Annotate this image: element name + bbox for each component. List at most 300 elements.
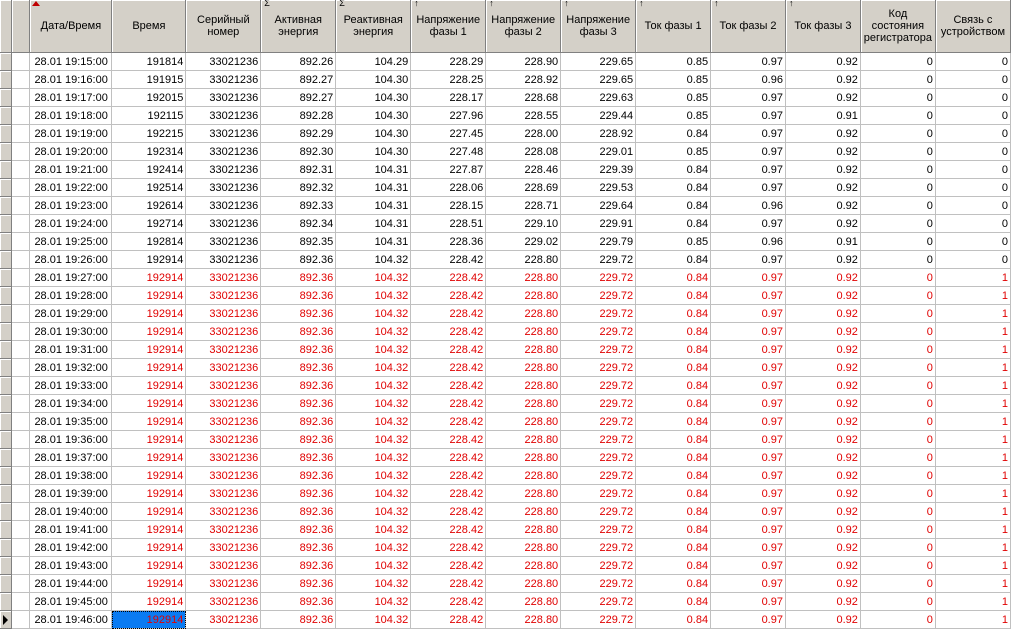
cell-voltage-phase-1[interactable]: 228.15 xyxy=(411,197,486,215)
cell-active-energy[interactable]: 892.36 xyxy=(261,323,336,341)
cell-voltage-phase-2[interactable]: 228.80 xyxy=(486,305,561,323)
cell-current-phase-1[interactable]: 0.84 xyxy=(636,215,711,233)
table-row[interactable] xyxy=(0,179,1011,197)
cell-time[interactable]: 192914 xyxy=(112,521,186,539)
cell-voltage-phase-1[interactable]: 228.42 xyxy=(411,467,486,485)
cell-time[interactable]: 192814 xyxy=(112,233,186,251)
cell-datetime[interactable]: 28.01 19:19:00 xyxy=(30,125,112,143)
cell-reactive-energy[interactable]: 104.30 xyxy=(336,143,411,161)
cell-device-link[interactable]: 1 xyxy=(935,413,1010,431)
cell-voltage-phase-3[interactable]: 229.72 xyxy=(561,251,636,269)
cell-current-phase-2[interactable]: 0.97 xyxy=(711,503,786,521)
table-row[interactable] xyxy=(0,341,1011,359)
cell-time[interactable]: 192914 xyxy=(112,395,186,413)
row-indicator[interactable] xyxy=(0,179,12,197)
cell-voltage-phase-3[interactable]: 229.72 xyxy=(561,341,636,359)
cell-device-link[interactable]: 0 xyxy=(935,89,1010,107)
cell-reactive-energy[interactable]: 104.31 xyxy=(336,215,411,233)
cell-active-energy[interactable]: 892.28 xyxy=(261,107,336,125)
cell-voltage-phase-3[interactable]: 229.72 xyxy=(561,521,636,539)
table-row[interactable] xyxy=(0,503,1011,521)
cell-time[interactable]: 192914 xyxy=(112,269,186,287)
row-indicator[interactable] xyxy=(0,305,12,323)
cell-reactive-energy[interactable]: 104.32 xyxy=(336,251,411,269)
cell-current-phase-2[interactable]: 0.96 xyxy=(711,71,786,89)
cell-current-phase-3[interactable]: 0.92 xyxy=(785,557,860,575)
cell-serial-number[interactable]: 33021236 xyxy=(186,467,261,485)
cell-current-phase-2[interactable]: 0.97 xyxy=(711,305,786,323)
cell-time[interactable]: 192914 xyxy=(112,593,186,611)
cell-reactive-energy[interactable]: 104.30 xyxy=(336,89,411,107)
cell-serial-number[interactable]: 33021236 xyxy=(186,107,261,125)
cell-serial-number[interactable]: 33021236 xyxy=(186,359,261,377)
table-row[interactable] xyxy=(0,521,1011,539)
table-row[interactable] xyxy=(0,359,1011,377)
cell-reactive-energy[interactable]: 104.32 xyxy=(336,269,411,287)
cell-serial-number[interactable]: 33021236 xyxy=(186,251,261,269)
cell-reactive-energy[interactable]: 104.32 xyxy=(336,575,411,593)
cell-voltage-phase-1[interactable]: 228.42 xyxy=(411,431,486,449)
row-indicator[interactable] xyxy=(0,71,12,89)
cell-voltage-phase-1[interactable]: 228.42 xyxy=(411,521,486,539)
cell-voltage-phase-1[interactable]: 227.48 xyxy=(411,143,486,161)
cell-serial-number[interactable]: 33021236 xyxy=(186,611,261,629)
cell-current-phase-2[interactable]: 0.97 xyxy=(711,215,786,233)
cell-reactive-energy[interactable]: 104.31 xyxy=(336,179,411,197)
cell-voltage-phase-1[interactable]: 228.25 xyxy=(411,71,486,89)
cell-current-phase-1[interactable]: 0.84 xyxy=(636,521,711,539)
cell-current-phase-1[interactable]: 0.84 xyxy=(636,449,711,467)
cell-current-phase-1[interactable]: 0.84 xyxy=(636,305,711,323)
cell-serial-number[interactable]: 33021236 xyxy=(186,125,261,143)
cell-current-phase-3[interactable]: 0.92 xyxy=(785,395,860,413)
cell-serial-number[interactable]: 33021236 xyxy=(186,269,261,287)
cell-datetime[interactable]: 28.01 19:41:00 xyxy=(30,521,112,539)
cell-reactive-energy[interactable]: 104.31 xyxy=(336,161,411,179)
cell-active-energy[interactable]: 892.36 xyxy=(261,593,336,611)
cell-current-phase-3[interactable]: 0.92 xyxy=(785,323,860,341)
col-header-active-energy[interactable] xyxy=(261,0,336,53)
cell-serial-number[interactable]: 33021236 xyxy=(186,341,261,359)
cell-voltage-phase-2[interactable]: 228.80 xyxy=(486,521,561,539)
cell-time[interactable]: 192914 xyxy=(112,611,186,629)
row-indicator[interactable] xyxy=(0,161,12,179)
cell-voltage-phase-3[interactable]: 229.72 xyxy=(561,503,636,521)
cell-device-link[interactable]: 0 xyxy=(935,107,1010,125)
cell-serial-number[interactable]: 33021236 xyxy=(186,323,261,341)
cell-current-phase-1[interactable]: 0.85 xyxy=(636,107,711,125)
cell-status-code[interactable]: 0 xyxy=(860,323,935,341)
cell-status-code[interactable]: 0 xyxy=(860,431,935,449)
cell-voltage-phase-2[interactable]: 228.90 xyxy=(486,53,561,71)
cell-status-code[interactable]: 0 xyxy=(860,593,935,611)
cell-voltage-phase-3[interactable]: 229.72 xyxy=(561,593,636,611)
table-row[interactable] xyxy=(0,125,1011,143)
cell-status-code[interactable]: 0 xyxy=(860,485,935,503)
col-header-voltage-phase-2[interactable] xyxy=(486,0,561,53)
cell-current-phase-3[interactable]: 0.92 xyxy=(785,503,860,521)
cell-status-code[interactable]: 0 xyxy=(860,575,935,593)
table-row[interactable] xyxy=(0,377,1011,395)
table-row[interactable] xyxy=(0,53,1011,71)
cell-voltage-phase-3[interactable]: 229.72 xyxy=(561,467,636,485)
row-indicator[interactable] xyxy=(0,341,12,359)
cell-active-energy[interactable]: 892.36 xyxy=(261,575,336,593)
cell-status-code[interactable]: 0 xyxy=(860,413,935,431)
cell-reactive-energy[interactable]: 104.32 xyxy=(336,593,411,611)
col-header-voltage-phase-1[interactable] xyxy=(411,0,486,53)
table-row[interactable] xyxy=(0,287,1011,305)
cell-time[interactable]: 192914 xyxy=(112,431,186,449)
row-indicator[interactable] xyxy=(0,53,12,71)
cell-serial-number[interactable]: 33021236 xyxy=(186,53,261,71)
cell-voltage-phase-2[interactable]: 229.02 xyxy=(486,233,561,251)
col-header-status-code[interactable] xyxy=(860,0,935,53)
cell-voltage-phase-1[interactable]: 227.87 xyxy=(411,161,486,179)
cell-serial-number[interactable]: 33021236 xyxy=(186,287,261,305)
cell-serial-number[interactable]: 33021236 xyxy=(186,143,261,161)
cell-status-code[interactable]: 0 xyxy=(860,359,935,377)
cell-current-phase-1[interactable]: 0.84 xyxy=(636,485,711,503)
cell-voltage-phase-2[interactable]: 228.00 xyxy=(486,125,561,143)
table-row[interactable] xyxy=(0,395,1011,413)
cell-voltage-phase-3[interactable]: 229.72 xyxy=(561,449,636,467)
cell-device-link[interactable]: 0 xyxy=(935,197,1010,215)
cell-time[interactable]: 192514 xyxy=(112,179,186,197)
cell-current-phase-3[interactable]: 0.92 xyxy=(785,89,860,107)
cell-voltage-phase-2[interactable]: 228.80 xyxy=(486,593,561,611)
cell-voltage-phase-1[interactable]: 228.17 xyxy=(411,89,486,107)
table-row[interactable] xyxy=(0,413,1011,431)
cell-voltage-phase-3[interactable]: 229.65 xyxy=(561,53,636,71)
cell-serial-number[interactable]: 33021236 xyxy=(186,161,261,179)
cell-datetime[interactable]: 28.01 19:43:00 xyxy=(30,557,112,575)
cell-time[interactable]: 192914 xyxy=(112,539,186,557)
cell-serial-number[interactable]: 33021236 xyxy=(186,503,261,521)
cell-current-phase-2[interactable]: 0.97 xyxy=(711,143,786,161)
cell-current-phase-3[interactable]: 0.92 xyxy=(785,197,860,215)
cell-voltage-phase-1[interactable]: 228.42 xyxy=(411,485,486,503)
cell-time[interactable]: 192914 xyxy=(112,359,186,377)
cell-current-phase-3[interactable]: 0.92 xyxy=(785,593,860,611)
cell-status-code[interactable]: 0 xyxy=(860,125,935,143)
table-row[interactable] xyxy=(0,305,1011,323)
cell-serial-number[interactable]: 33021236 xyxy=(186,395,261,413)
cell-status-code[interactable]: 0 xyxy=(860,251,935,269)
cell-voltage-phase-2[interactable]: 228.80 xyxy=(486,341,561,359)
cell-device-link[interactable]: 1 xyxy=(935,449,1010,467)
cell-datetime[interactable]: 28.01 19:23:00 xyxy=(30,197,112,215)
cell-datetime[interactable]: 28.01 19:20:00 xyxy=(30,143,112,161)
table-row[interactable] xyxy=(0,449,1011,467)
cell-voltage-phase-3[interactable]: 229.53 xyxy=(561,179,636,197)
cell-current-phase-2[interactable]: 0.97 xyxy=(711,179,786,197)
cell-datetime[interactable]: 28.01 19:34:00 xyxy=(30,395,112,413)
row-indicator[interactable] xyxy=(0,233,12,251)
cell-current-phase-1[interactable]: 0.84 xyxy=(636,287,711,305)
cell-voltage-phase-1[interactable]: 228.42 xyxy=(411,359,486,377)
col-header-current-phase-3[interactable] xyxy=(785,0,860,53)
cell-current-phase-2[interactable]: 0.97 xyxy=(711,413,786,431)
table-row[interactable] xyxy=(0,143,1011,161)
cell-active-energy[interactable]: 892.36 xyxy=(261,611,336,629)
cell-device-link[interactable]: 0 xyxy=(935,233,1010,251)
cell-voltage-phase-3[interactable]: 229.72 xyxy=(561,431,636,449)
row-indicator[interactable] xyxy=(0,143,12,161)
row-indicator[interactable] xyxy=(0,395,12,413)
cell-device-link[interactable]: 0 xyxy=(935,179,1010,197)
cell-serial-number[interactable]: 33021236 xyxy=(186,431,261,449)
cell-reactive-energy[interactable]: 104.32 xyxy=(336,359,411,377)
cell-active-energy[interactable]: 892.36 xyxy=(261,485,336,503)
cell-time[interactable]: 192314 xyxy=(112,143,186,161)
cell-time[interactable]: 191814 xyxy=(112,53,186,71)
cell-current-phase-2[interactable]: 0.97 xyxy=(711,449,786,467)
cell-datetime[interactable]: 28.01 19:32:00 xyxy=(30,359,112,377)
cell-serial-number[interactable]: 33021236 xyxy=(186,197,261,215)
table-row[interactable] xyxy=(0,269,1011,287)
cell-current-phase-1[interactable]: 0.84 xyxy=(636,611,711,629)
cell-time[interactable]: 192914 xyxy=(112,251,186,269)
cell-current-phase-2[interactable]: 0.97 xyxy=(711,287,786,305)
cell-serial-number[interactable]: 33021236 xyxy=(186,557,261,575)
cell-voltage-phase-2[interactable]: 228.69 xyxy=(486,179,561,197)
row-indicator[interactable] xyxy=(0,89,12,107)
cell-current-phase-3[interactable]: 0.92 xyxy=(785,413,860,431)
col-header-voltage-phase-3[interactable] xyxy=(561,0,636,53)
cell-serial-number[interactable]: 33021236 xyxy=(186,377,261,395)
cell-device-link[interactable]: 0 xyxy=(935,161,1010,179)
cell-device-link[interactable]: 1 xyxy=(935,593,1010,611)
cell-voltage-phase-2[interactable]: 228.80 xyxy=(486,575,561,593)
cell-status-code[interactable]: 0 xyxy=(860,269,935,287)
cell-reactive-energy[interactable]: 104.32 xyxy=(336,287,411,305)
table-row[interactable] xyxy=(0,575,1011,593)
cell-active-energy[interactable]: 892.36 xyxy=(261,395,336,413)
cell-current-phase-1[interactable]: 0.84 xyxy=(636,395,711,413)
table-row[interactable] xyxy=(0,251,1011,269)
row-indicator[interactable] xyxy=(0,521,12,539)
cell-voltage-phase-1[interactable]: 228.42 xyxy=(411,305,486,323)
cell-device-link[interactable]: 1 xyxy=(935,287,1010,305)
row-indicator[interactable] xyxy=(0,557,12,575)
cell-voltage-phase-1[interactable]: 228.51 xyxy=(411,215,486,233)
cell-current-phase-3[interactable]: 0.91 xyxy=(785,233,860,251)
row-indicator[interactable] xyxy=(0,359,12,377)
cell-voltage-phase-3[interactable]: 229.72 xyxy=(561,305,636,323)
cell-datetime[interactable]: 28.01 19:17:00 xyxy=(30,89,112,107)
cell-voltage-phase-3[interactable]: 229.72 xyxy=(561,359,636,377)
row-indicator[interactable] xyxy=(0,485,12,503)
cell-current-phase-2[interactable]: 0.97 xyxy=(711,539,786,557)
cell-datetime[interactable]: 28.01 19:36:00 xyxy=(30,431,112,449)
cell-device-link[interactable]: 0 xyxy=(935,71,1010,89)
cell-status-code[interactable]: 0 xyxy=(860,215,935,233)
cell-voltage-phase-3[interactable]: 229.72 xyxy=(561,575,636,593)
cell-reactive-energy[interactable]: 104.32 xyxy=(336,611,411,629)
cell-voltage-phase-2[interactable]: 228.80 xyxy=(486,431,561,449)
cell-active-energy[interactable]: 892.35 xyxy=(261,233,336,251)
row-indicator[interactable] xyxy=(0,449,12,467)
cell-time[interactable]: 192414 xyxy=(112,161,186,179)
cell-status-code[interactable]: 0 xyxy=(860,89,935,107)
cell-datetime[interactable]: 28.01 19:27:00 xyxy=(30,269,112,287)
table-row[interactable] xyxy=(0,71,1011,89)
cell-device-link[interactable]: 1 xyxy=(935,557,1010,575)
cell-voltage-phase-2[interactable]: 228.80 xyxy=(486,467,561,485)
col-header-current-phase-1[interactable] xyxy=(636,0,711,53)
cell-device-link[interactable]: 1 xyxy=(935,431,1010,449)
cell-time[interactable]: 192614 xyxy=(112,197,186,215)
cell-voltage-phase-3[interactable]: 229.72 xyxy=(561,611,636,629)
cell-voltage-phase-1[interactable]: 227.45 xyxy=(411,125,486,143)
cell-reactive-energy[interactable]: 104.30 xyxy=(336,107,411,125)
cell-current-phase-2[interactable]: 0.97 xyxy=(711,395,786,413)
cell-status-code[interactable]: 0 xyxy=(860,143,935,161)
cell-active-energy[interactable]: 892.36 xyxy=(261,359,336,377)
cell-device-link[interactable]: 1 xyxy=(935,305,1010,323)
cell-active-energy[interactable]: 892.36 xyxy=(261,557,336,575)
cell-current-phase-3[interactable]: 0.92 xyxy=(785,485,860,503)
cell-current-phase-3[interactable]: 0.92 xyxy=(785,179,860,197)
cell-voltage-phase-2[interactable]: 228.80 xyxy=(486,287,561,305)
cell-serial-number[interactable]: 33021236 xyxy=(186,233,261,251)
cell-current-phase-3[interactable]: 0.92 xyxy=(785,305,860,323)
cell-current-phase-1[interactable]: 0.84 xyxy=(636,125,711,143)
cell-active-energy[interactable]: 892.36 xyxy=(261,269,336,287)
cell-voltage-phase-1[interactable]: 228.42 xyxy=(411,539,486,557)
cell-current-phase-3[interactable]: 0.92 xyxy=(785,341,860,359)
cell-current-phase-3[interactable]: 0.92 xyxy=(785,125,860,143)
cell-status-code[interactable]: 0 xyxy=(860,611,935,629)
cell-current-phase-1[interactable]: 0.84 xyxy=(636,197,711,215)
cell-voltage-phase-1[interactable]: 228.42 xyxy=(411,323,486,341)
cell-datetime[interactable]: 28.01 19:25:00 xyxy=(30,233,112,251)
cell-voltage-phase-2[interactable]: 228.80 xyxy=(486,395,561,413)
cell-voltage-phase-1[interactable]: 228.42 xyxy=(411,287,486,305)
cell-voltage-phase-1[interactable]: 228.42 xyxy=(411,269,486,287)
cell-time[interactable]: 192914 xyxy=(112,287,186,305)
cell-voltage-phase-1[interactable]: 228.42 xyxy=(411,377,486,395)
cell-voltage-phase-2[interactable]: 228.71 xyxy=(486,197,561,215)
cell-current-phase-1[interactable]: 0.84 xyxy=(636,593,711,611)
cell-voltage-phase-2[interactable]: 228.46 xyxy=(486,161,561,179)
cell-serial-number[interactable]: 33021236 xyxy=(186,521,261,539)
table-row[interactable] xyxy=(0,215,1011,233)
table-row[interactable] xyxy=(0,161,1011,179)
row-indicator[interactable] xyxy=(0,107,12,125)
table-row[interactable] xyxy=(0,431,1011,449)
cell-voltage-phase-1[interactable]: 228.42 xyxy=(411,449,486,467)
cell-serial-number[interactable]: 33021236 xyxy=(186,593,261,611)
cell-voltage-phase-2[interactable]: 228.80 xyxy=(486,449,561,467)
cell-device-link[interactable]: 1 xyxy=(935,341,1010,359)
cell-datetime[interactable]: 28.01 19:39:00 xyxy=(30,485,112,503)
cell-voltage-phase-3[interactable]: 229.91 xyxy=(561,215,636,233)
cell-status-code[interactable]: 0 xyxy=(860,467,935,485)
cell-current-phase-3[interactable]: 0.92 xyxy=(785,251,860,269)
cell-status-code[interactable]: 0 xyxy=(860,539,935,557)
cell-status-code[interactable]: 0 xyxy=(860,107,935,125)
cell-device-link[interactable]: 1 xyxy=(935,467,1010,485)
cell-reactive-energy[interactable]: 104.32 xyxy=(336,305,411,323)
cell-current-phase-3[interactable]: 0.92 xyxy=(785,287,860,305)
cell-datetime[interactable]: 28.01 19:31:00 xyxy=(30,341,112,359)
cell-serial-number[interactable]: 33021236 xyxy=(186,485,261,503)
table-row[interactable] xyxy=(0,485,1011,503)
cell-current-phase-2[interactable]: 0.97 xyxy=(711,431,786,449)
cell-current-phase-2[interactable]: 0.97 xyxy=(711,521,786,539)
cell-status-code[interactable]: 0 xyxy=(860,503,935,521)
cell-datetime[interactable]: 28.01 19:35:00 xyxy=(30,413,112,431)
cell-voltage-phase-1[interactable]: 228.42 xyxy=(411,593,486,611)
cell-active-energy[interactable]: 892.36 xyxy=(261,521,336,539)
cell-time[interactable]: 192714 xyxy=(112,215,186,233)
cell-reactive-energy[interactable]: 104.29 xyxy=(336,53,411,71)
cell-voltage-phase-3[interactable]: 229.72 xyxy=(561,413,636,431)
cell-current-phase-2[interactable]: 0.96 xyxy=(711,197,786,215)
cell-status-code[interactable]: 0 xyxy=(860,179,935,197)
cell-current-phase-3[interactable]: 0.92 xyxy=(785,521,860,539)
col-header-current-phase-2[interactable] xyxy=(711,0,786,53)
cell-voltage-phase-2[interactable]: 228.80 xyxy=(486,557,561,575)
cell-voltage-phase-2[interactable]: 228.92 xyxy=(486,71,561,89)
cell-voltage-phase-2[interactable]: 228.80 xyxy=(486,377,561,395)
cell-active-energy[interactable]: 892.32 xyxy=(261,179,336,197)
cell-voltage-phase-3[interactable]: 229.65 xyxy=(561,71,636,89)
row-indicator[interactable] xyxy=(0,611,12,629)
cell-current-phase-1[interactable]: 0.84 xyxy=(636,575,711,593)
cell-datetime[interactable]: 28.01 19:16:00 xyxy=(30,71,112,89)
cell-current-phase-1[interactable]: 0.84 xyxy=(636,323,711,341)
cell-time[interactable]: 192914 xyxy=(112,341,186,359)
cell-serial-number[interactable]: 33021236 xyxy=(186,575,261,593)
cell-current-phase-2[interactable]: 0.97 xyxy=(711,125,786,143)
cell-current-phase-3[interactable]: 0.92 xyxy=(785,161,860,179)
cell-active-energy[interactable]: 892.27 xyxy=(261,89,336,107)
cell-active-energy[interactable]: 892.36 xyxy=(261,431,336,449)
cell-current-phase-3[interactable]: 0.92 xyxy=(785,431,860,449)
cell-current-phase-3[interactable]: 0.92 xyxy=(785,575,860,593)
cell-voltage-phase-1[interactable]: 228.36 xyxy=(411,233,486,251)
cell-time[interactable]: 192215 xyxy=(112,125,186,143)
cell-reactive-energy[interactable]: 104.32 xyxy=(336,395,411,413)
cell-voltage-phase-3[interactable]: 229.72 xyxy=(561,377,636,395)
cell-current-phase-1[interactable]: 0.85 xyxy=(636,89,711,107)
table-row[interactable] xyxy=(0,593,1011,611)
cell-datetime[interactable]: 28.01 19:38:00 xyxy=(30,467,112,485)
cell-current-phase-2[interactable]: 0.97 xyxy=(711,575,786,593)
cell-current-phase-1[interactable]: 0.84 xyxy=(636,359,711,377)
cell-time[interactable]: 192914 xyxy=(112,377,186,395)
col-header-device-link[interactable] xyxy=(935,0,1010,53)
cell-datetime[interactable]: 28.01 19:18:00 xyxy=(30,107,112,125)
cell-active-energy[interactable]: 892.36 xyxy=(261,341,336,359)
row-indicator[interactable] xyxy=(0,251,12,269)
cell-device-link[interactable]: 0 xyxy=(935,53,1010,71)
cell-device-link[interactable]: 0 xyxy=(935,215,1010,233)
cell-datetime[interactable]: 28.01 19:46:00 xyxy=(30,611,112,629)
cell-voltage-phase-3[interactable]: 229.72 xyxy=(561,395,636,413)
cell-status-code[interactable]: 0 xyxy=(860,197,935,215)
cell-time[interactable]: 192914 xyxy=(112,575,186,593)
cell-reactive-energy[interactable]: 104.32 xyxy=(336,557,411,575)
cell-current-phase-1[interactable]: 0.84 xyxy=(636,251,711,269)
cell-current-phase-1[interactable]: 0.85 xyxy=(636,53,711,71)
row-indicator[interactable] xyxy=(0,431,12,449)
col-header-reactive-energy[interactable] xyxy=(336,0,411,53)
cell-serial-number[interactable]: 33021236 xyxy=(186,215,261,233)
